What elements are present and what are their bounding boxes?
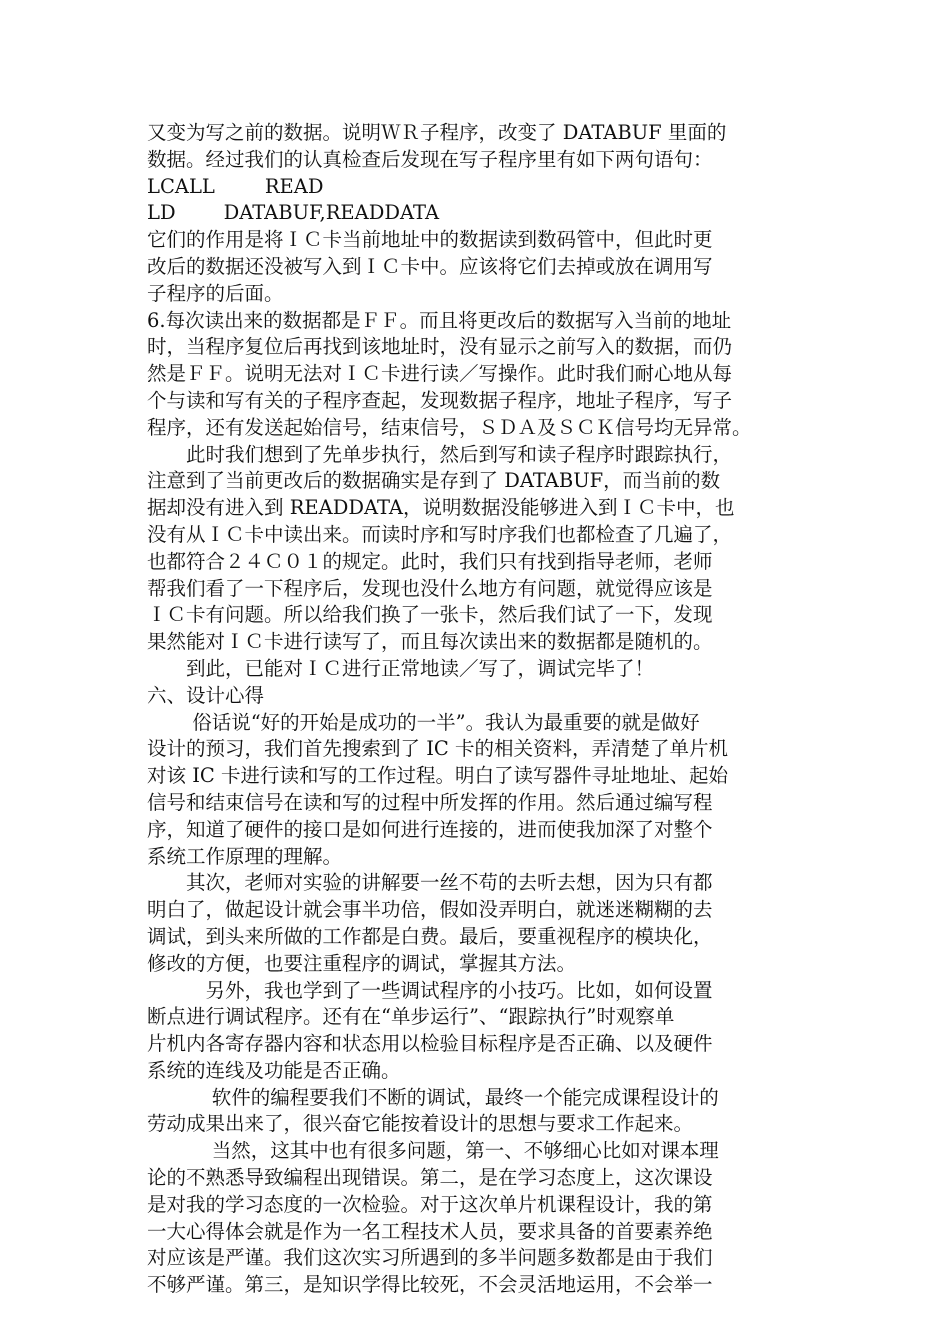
text-line: 设计的预习，我们首先搜索到了 IC 卡的相关资料，弄清楚了单片机 [147,737,729,761]
text-line: 然是ＦＦ。说明无法对ＩＣ卡进行读／写操作。此时我们耐心地从每 [147,362,733,386]
text-line: 修改的方便，也要注重程序的调试，掌握其方法。 [147,951,577,975]
code-instruction: LD [147,201,176,225]
body-text [147,120,827,1299]
text-line: 据却没有进入到 READDATA，说明数据没能够进入到ＩＣ卡中，也 [147,496,735,520]
text-line: 系统的连线及功能是否正确。 [147,1058,401,1082]
text-line: 个与读和写有关的子程序查起，发现数据子程序，地址子程序，写子 [147,388,733,412]
text-line: 序，知道了硬件的接口是如何进行连接的，进而使我加深了对整个 [147,817,713,841]
code-line-lcall [147,174,827,201]
text-line: 调试，到头来所做的工作都是白费。最后，要重视程序的模块化， [147,924,713,948]
text-line: 是对我的学习态度的一次检验。对于这次单片机课程设计，我的第 [147,1192,713,1216]
code-operand: DATABUF,READDATA [223,201,440,225]
text-line: 数据。经过我们的认真检查后发现在写子程序里有如下两句语句： [147,147,713,171]
section-heading: 六、设计心得 [147,683,265,707]
text-line: 俗话说“好的开始是成功的一半”。我认为最重要的就是做好 [147,710,700,734]
text-line: 到此，已能对ＩＣ进行正常地读／写了，调试完毕了！ [147,656,655,680]
text-line: 软件的编程要我们不断的调试，最终一个能完成课程设计的 [147,1085,719,1109]
text-line: 明白了，做起设计就会事半功倍，假如没弄明白，就迷迷糊糊的去 [147,898,713,922]
text-line: 子程序的后面。 [147,281,284,305]
text-line: 帮我们看了一下程序后，发现也没什么地方有问题，就觉得应该是 [147,576,713,600]
text-line: ＩＣ卡有问题。所以给我们换了一张卡，然后我们试了一下，发现 [147,603,713,627]
text-line: 对该 IC 卡进行读和写的工作过程。明白了读写器件寻址地址、起始 [147,764,729,788]
text-line: 论的不熟悉导致编程出现错误。第二，是在学习态度上，这次课设 [147,1166,713,1190]
text-line: 它们的作用是将ＩＣ卡当前地址中的数据读到数码管中，但此时更 [147,228,713,252]
text-line: 此时我们想到了先单步执行，然后到写和读子程序时跟踪执行， [147,442,733,466]
text-line: 一大心得体会就是作为一名工程技术人员，要求具备的首要素养绝 [147,1219,713,1243]
text-line: 系统工作原理的理解。 [147,844,343,868]
text-line: 信号和结束信号在读和写的过程中所发挥的作用。然后通过编写程 [147,790,713,814]
text-line: 没有从ＩＣ卡中读出来。而读时序和写时序我们也都检查了几遍了， [147,522,733,546]
text-line: 当然，这其中也有很多问题，第一、不够细心比如对课本理 [147,1139,719,1163]
text-line: 程序，还有发送起始信号，结束信号，ＳＤＡ及ＳＣＫ信号均无异常。 [147,415,752,439]
text-line: 对应该是严谨。我们这次实习所遇到的多半问题多数都是由于我们 [147,1246,713,1270]
text-line: 果然能对ＩＣ卡进行读写了，而且每次读出来的数据都是随机的。 [147,630,713,654]
text-line: 劳动成果出来了，很兴奋它能按着设计的思想与要求工作起来。 [147,1112,694,1136]
text-line: 不够严谨。第三，是知识学得比较死，不会灵活地运用，不会举一 [147,1273,713,1297]
text-line: 又变为写之前的数据。说明ＷＲ子程序，改变了 DATABUF 里面的 [147,121,727,144]
text-line: 其次，老师对实验的讲解要一丝不苟的去听去想，因为只有都 [147,871,713,895]
text-line: 片机内各寄存器内容和状态用以检验目标程序是否正确、以及硬件 [147,1032,713,1056]
text-line: 断点进行调试程序。还有在“单步运行”、“跟踪执行”时观察单 [147,1005,675,1029]
code-instruction: LCALL [147,174,215,198]
code-operand: READ [264,174,324,198]
text-line: 改后的数据还没被写入到ＩＣ卡中。应该将它们去掉或放在调用写 [147,254,713,278]
text-line: 也都符合２４Ｃ０１的规定。此时，我们只有找到指导老师，老师 [147,549,713,573]
text-line: 时，当程序复位后再找到该地址时，没有显示之前写入的数据，而仍 [147,335,733,359]
text-line: 注意到了当前更改后的数据确实是存到了 DATABUF，而当前的数 [147,469,721,493]
text-line: 6.每次读出来的数据都是ＦＦ。而且将更改后的数据写入当前的地址 [147,308,732,332]
code-line-ld [147,200,827,227]
text-line: 另外，我也学到了一些调试程序的小技巧。比如，如何设置 [147,978,713,1002]
